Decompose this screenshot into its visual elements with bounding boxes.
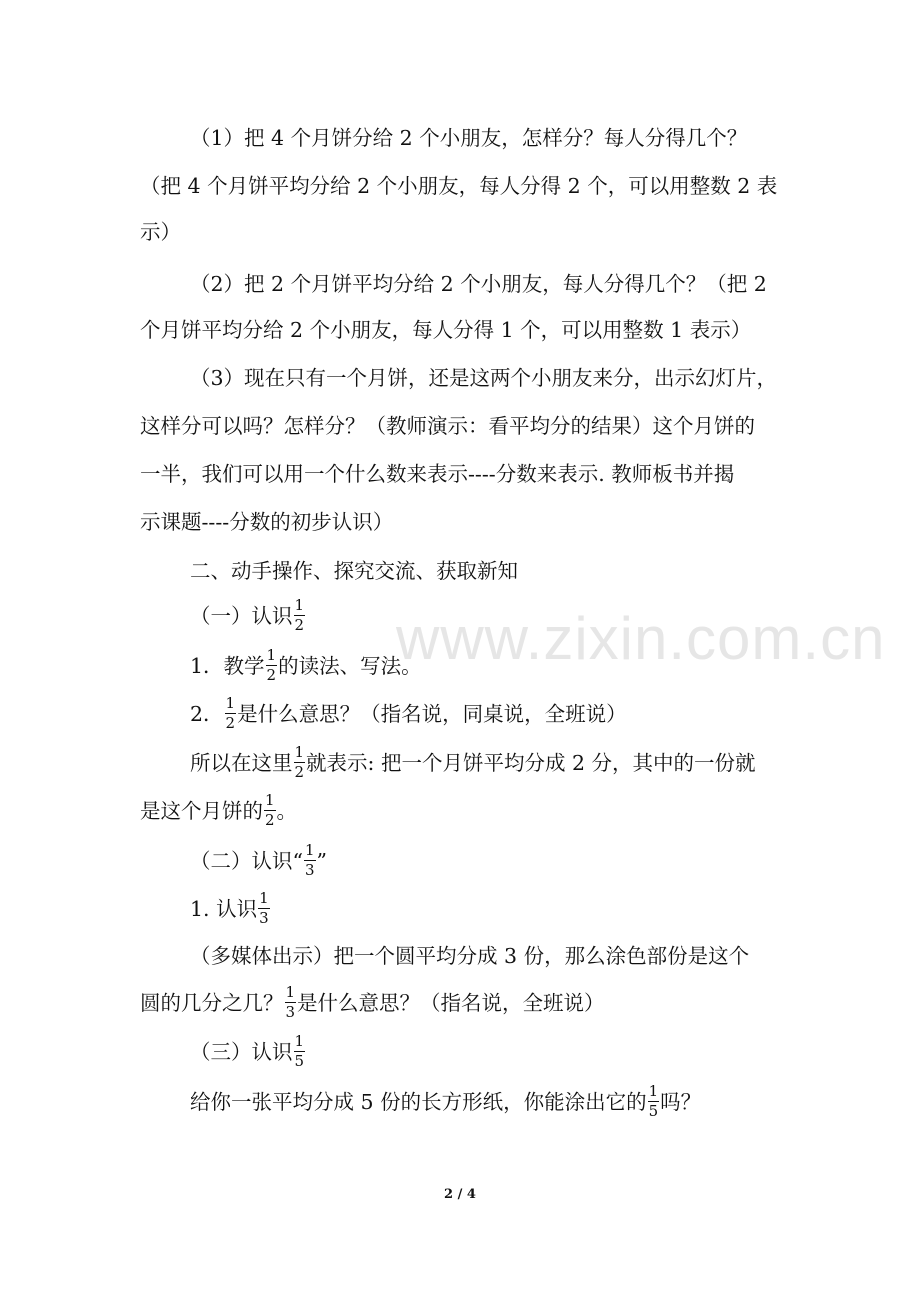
subsection-third xyxy=(190,841,328,880)
fraction-half: $\frac{1}{2}$ xyxy=(225,694,236,732)
fraction-third: $\frac{1}{3}$ xyxy=(259,889,269,927)
explanation-line-1 xyxy=(190,743,756,782)
fraction-third: $\frac{1}{3}$ xyxy=(285,983,296,1021)
explanation-line-2 xyxy=(140,791,298,830)
paragraph-3-line-1: （3）现在只有一个月饼，还是这两个小朋友来分，出示幻灯片， xyxy=(190,366,778,390)
paragraph-2-line-2: 个月饼平均分给 2 个小朋友，每人分得 1 个，可以用整数 1 表示） xyxy=(140,318,752,342)
item-1-text: 的读法、写法。 xyxy=(278,654,422,678)
item-1-prefix: 1．教学 xyxy=(190,654,265,678)
third-item xyxy=(190,889,271,928)
section-heading: 二、动手操作、探究交流、获取新知 xyxy=(190,559,518,583)
explanation-line-2-end: 。 xyxy=(276,799,298,823)
subsection-fifth-label: （三）认识 xyxy=(190,1040,293,1064)
explanation-prefix: 所以在这里 xyxy=(190,751,293,775)
fraction-fifth: $\frac{1}{5}$ xyxy=(648,1082,659,1120)
item-2-prefix: 2． xyxy=(190,702,224,726)
subsection-fifth xyxy=(190,1032,306,1071)
closing-quote: ” xyxy=(316,849,328,873)
paragraph-3-line-4: 示课题----分数的初步认识） xyxy=(140,510,394,534)
third-item-label: 1. 认识 xyxy=(190,897,258,921)
subsection-half xyxy=(190,596,306,635)
subsection-third-label: （二）认识“ xyxy=(190,849,303,873)
paragraph-3-line-3: 一半，我们可以用一个什么数来表示----分数来表示. 教师板书并揭 xyxy=(140,462,735,486)
media-line-2-prefix: 圆的几分之几？ xyxy=(140,991,284,1015)
media-line-2-text: 是什么意思？（指名说，全班说） xyxy=(297,991,605,1015)
paper-task-end: 吗？ xyxy=(660,1090,702,1114)
subsection-half-label: （一）认识 xyxy=(190,604,293,628)
item-2 xyxy=(190,694,627,733)
watermark: www.zixin.com.cn xyxy=(396,605,886,672)
media-line-1: （多媒体出示）把一个圆平均分成 3 份，那么涂色部份是这个 xyxy=(190,944,750,968)
paper-task-text: 给你一张平均分成 5 份的长方形纸，你能涂出它的 xyxy=(190,1090,647,1114)
item-1 xyxy=(190,646,422,685)
page-number: 2 / 4 xyxy=(444,1187,476,1202)
fraction-half: $\frac{1}{2}$ xyxy=(265,791,275,829)
paragraph-1-line-3: 示） xyxy=(140,220,181,244)
paper-task xyxy=(190,1082,702,1121)
explanation-line-2-prefix: 是这个月饼的 xyxy=(140,799,263,823)
fraction-half: $\frac{1}{2}$ xyxy=(294,596,305,634)
media-line-2 xyxy=(140,983,605,1022)
item-2-text: 是什么意思？（指名说，同桌说，全班说） xyxy=(237,702,627,726)
paragraph-1-line-1: （1）把 4 个月饼分给 2 个小朋友，怎样分？每人分得几个？ xyxy=(190,126,748,150)
fraction-half: $\frac{1}{2}$ xyxy=(266,646,277,684)
paragraph-3-line-2: 这样分可以吗？怎样分？（教师演示：看平均分的结果）这个月饼的 xyxy=(140,414,755,438)
fraction-fifth: $\frac{1}{5}$ xyxy=(294,1032,305,1070)
fraction-third: $\frac{1}{3}$ xyxy=(304,841,315,879)
fraction-half: $\frac{1}{2}$ xyxy=(294,743,305,781)
paragraph-2-line-1: （2）把 2 个月饼平均分给 2 个小朋友，每人分得几个？（把 2 xyxy=(190,272,767,296)
explanation-text: 就表示: 把一个月饼平均分成 2 分，其中的一份就 xyxy=(306,751,756,775)
paragraph-1-line-2: （把 4 个月饼平均分给 2 个小朋友，每人分得 2 个，可以用整数 2 表 xyxy=(140,174,778,198)
